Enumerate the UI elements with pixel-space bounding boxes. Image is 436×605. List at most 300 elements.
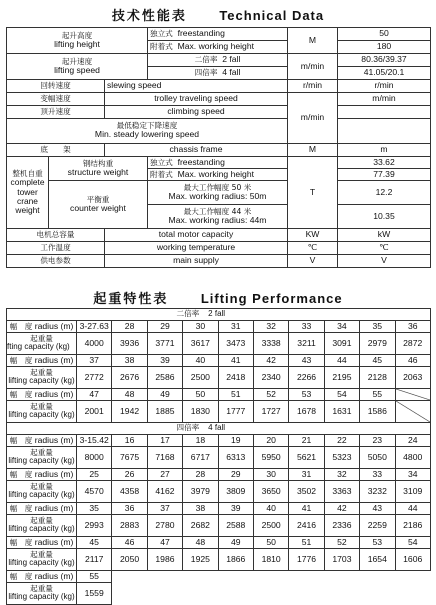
struct-att-en: Max. working height [177, 168, 254, 179]
radius-cell: 32 [253, 321, 288, 333]
capacity-label-cn: 起重量 [30, 482, 53, 492]
capacity-cell: 2780 [147, 515, 182, 537]
counter-label [49, 181, 148, 229]
capacity-cell: 4800 [395, 447, 430, 469]
radius-row [7, 503, 431, 515]
capacity-cell [183, 583, 218, 605]
capacity-cell [360, 583, 395, 605]
capacity-cell: 8000 [77, 447, 112, 469]
capacity-cell: 2682 [183, 515, 218, 537]
radius-cell: 54 [395, 537, 430, 549]
tech-table [6, 27, 431, 268]
radius-cell: 21 [289, 435, 324, 447]
capacity-cell: 2979 [360, 333, 395, 355]
struct-cn: 钢结构重 [82, 158, 114, 168]
lift-speed-label [7, 54, 148, 80]
radius-label-en: radius (m) [34, 536, 74, 547]
radius-cell: 38 [183, 503, 218, 515]
radius-cell: 50 [253, 537, 288, 549]
radius-label-cn: 幅 度 [9, 537, 33, 547]
radius-label-en: radius (m) [34, 388, 74, 399]
radius-label [7, 503, 77, 515]
struct-att-val: 77.39 [338, 169, 431, 181]
capacity-label-en: lifting capacity (kg) [8, 456, 75, 466]
capacity-cell: 1678 [289, 401, 324, 423]
capacity-cell: 5621 [289, 447, 324, 469]
radius-cell [183, 571, 218, 583]
capacity-cell: 3936 [112, 333, 147, 355]
lift-speed-2fall-en: 2 fall [222, 54, 241, 65]
radius-cell: 16 [112, 435, 147, 447]
capacity-row [7, 401, 431, 423]
radius-cell: 54 [324, 389, 359, 401]
lift-speed-4fall-en: 4 fall [222, 67, 241, 78]
radius-cell: 18 [183, 435, 218, 447]
supply-unit: V [288, 255, 338, 268]
capacity-label-en: fting capacity (kg) [7, 342, 70, 352]
radius-cell: 31 [289, 469, 324, 481]
capacity-label-cn: 起重量 [30, 584, 53, 594]
radius-cell: 37 [77, 355, 112, 367]
capacity-cell: 2418 [218, 367, 253, 389]
lift-height-cn: 起升高度 [61, 30, 93, 40]
radius-label [7, 469, 77, 481]
struct-free-en: freestanding [177, 156, 225, 167]
fall4-header-en: 4 fall [208, 423, 226, 433]
radius-row [7, 321, 431, 333]
struct-en: structure weight [67, 166, 129, 177]
capacity-cell [289, 583, 324, 605]
capacity-cell [395, 401, 430, 423]
radius-label-cn: 幅 度 [9, 435, 33, 445]
radius-cell: 48 [112, 389, 147, 401]
capacity-cell: 2588 [218, 515, 253, 537]
capacity-cell: 1830 [183, 401, 218, 423]
capacity-cell: 5050 [360, 447, 395, 469]
capacity-cell: 1776 [289, 549, 324, 571]
capacity-label-cn: 起重量 [30, 516, 53, 526]
radius-cell [324, 571, 359, 583]
slewing-cn: 回转速度 [7, 80, 105, 93]
counter-r50-label [148, 181, 288, 205]
capacity-cell: 3232 [360, 481, 395, 503]
motor-en: total motor capacity [105, 229, 288, 242]
lift-height-free-label [148, 28, 288, 41]
radius-cell: 33 [289, 321, 324, 333]
radius-cell: 41 [218, 355, 253, 367]
radius-cell: 47 [77, 389, 112, 401]
capacity-cell: 1703 [324, 549, 359, 571]
weight-unit: T [288, 157, 338, 229]
perf-title-en: Lifting Performance [200, 291, 343, 306]
radius-cell: 34 [324, 321, 359, 333]
radius-label-cn: 幅 度 [9, 469, 33, 479]
perf-title [0, 288, 436, 308]
radius-label [7, 321, 77, 333]
radius-cell: 47 [147, 537, 182, 549]
capacity-cell: 2500 [253, 515, 288, 537]
radius-cell: 42 [253, 355, 288, 367]
radius-cell: 37 [147, 503, 182, 515]
temp-unit: ℃ [288, 242, 338, 255]
radius-cell: 51 [218, 389, 253, 401]
capacity-cell: 2063 [395, 367, 430, 389]
radius-label-cn: 幅 度 [9, 389, 33, 399]
climbing-cn: 顶升速度 [7, 106, 105, 119]
trolley-en: trolley traveling speed [105, 93, 288, 106]
radius-cell: 45 [360, 355, 395, 367]
fall2-header-en: 2 fall [208, 309, 226, 319]
lift-speed-2fall-label [148, 54, 288, 67]
struct-free-cn: 独立式 [150, 157, 173, 167]
capacity-cell: 7168 [147, 447, 182, 469]
radius-cell: 32 [324, 469, 359, 481]
capacity-cell: 3650 [253, 481, 288, 503]
capacity-label-en: lifting capacity (kg) [8, 490, 75, 500]
radius-cell: 23 [360, 435, 395, 447]
radius-cell: 39 [147, 355, 182, 367]
lift-height-en: lifting height [54, 38, 100, 49]
radius-cell: 46 [112, 537, 147, 549]
capacity-cell: 1559 [77, 583, 112, 605]
capacity-cell: 5950 [253, 447, 288, 469]
lift-height-label [7, 28, 148, 54]
capacity-cell: 3617 [183, 333, 218, 355]
capacity-row [7, 367, 431, 389]
perf-table [6, 308, 431, 605]
lift-height-free-cn: 独立式 [150, 29, 173, 39]
capacity-cell: 2050 [112, 549, 147, 571]
radius-cell: 3-15.42 [77, 435, 112, 447]
capacity-cell: 3473 [218, 333, 253, 355]
fall2-header-spacer [7, 309, 77, 321]
supply-en: main supply [105, 255, 288, 268]
capacity-cell: 2993 [77, 515, 112, 537]
capacity-row [7, 481, 431, 503]
capacity-cell: 2128 [360, 367, 395, 389]
lift-height-att-cn: 附着式 [150, 42, 173, 52]
chassis-en: chassis frame [105, 144, 288, 157]
capacity-row [7, 549, 431, 571]
capacity-cell: 4000 [77, 333, 112, 355]
capacity-cell: 2259 [360, 515, 395, 537]
radius-cell: 25 [77, 469, 112, 481]
capacity-cell [218, 583, 253, 605]
trolley-cn: 变幅速度 [7, 93, 105, 106]
capacity-cell: 2336 [324, 515, 359, 537]
radius-cell: 39 [218, 503, 253, 515]
capacity-cell: 2001 [77, 401, 112, 423]
radius-cell: 33 [360, 469, 395, 481]
radius-cell: 46 [395, 355, 430, 367]
radius-cell [395, 571, 430, 583]
capacity-cell: 1727 [253, 401, 288, 423]
capacity-cell: 2676 [112, 367, 147, 389]
capacity-cell: 2883 [112, 515, 147, 537]
motor-unit: KW [288, 229, 338, 242]
motor-cn: 电机总容量 [7, 229, 105, 242]
temp-en: working temperature [105, 242, 288, 255]
capacity-cell: 2416 [289, 515, 324, 537]
radius-cell [147, 571, 182, 583]
radius-cell: 55 [360, 389, 395, 401]
supply-cn: 供电参数 [7, 255, 105, 268]
capacity-cell: 2500 [183, 367, 218, 389]
capacity-cell: 2195 [324, 367, 359, 389]
fall4-header-cn: 四倍率 [176, 423, 200, 433]
slewing-unit: r/min [288, 80, 338, 93]
radius-cell: 55 [77, 571, 112, 583]
radius-label-en: radius (m) [34, 468, 74, 479]
capacity-cell: 1942 [112, 401, 147, 423]
lowering-en: Min. steady lowering speed [94, 129, 200, 140]
capacity-cell: 2266 [289, 367, 324, 389]
radius-cell [360, 571, 395, 583]
capacity-cell: 3109 [395, 481, 430, 503]
capacity-cell: 1654 [360, 549, 395, 571]
capacity-cell: 1925 [183, 549, 218, 571]
radius-cell: 44 [395, 503, 430, 515]
radius-cell: 30 [183, 321, 218, 333]
counter-r44-label [148, 205, 288, 229]
radius-cell: 20 [253, 435, 288, 447]
chassis-cn: 底 架 [7, 144, 105, 157]
radius-cell: 49 [147, 389, 182, 401]
capacity-cell: 3809 [218, 481, 253, 503]
lift-speed-unit: m/min [288, 54, 338, 80]
capacity-cell [395, 583, 430, 605]
chassis-val: m [338, 144, 431, 157]
capacity-label-cn: 起重量 [30, 448, 53, 458]
radius-cell: 28 [183, 469, 218, 481]
radius-label-cn: 幅 度 [9, 355, 33, 365]
radius-label-en: radius (m) [34, 354, 74, 365]
radius-row [7, 435, 431, 447]
capacity-cell: 4570 [77, 481, 112, 503]
slewing-val: r/min [338, 80, 431, 93]
capacity-cell: 4162 [147, 481, 182, 503]
capacity-cell: 3771 [147, 333, 182, 355]
radius-label-en: radius (m) [34, 570, 74, 581]
radius-row [7, 355, 431, 367]
radius-cell: 29 [218, 469, 253, 481]
lift-height-unit: M [288, 28, 338, 54]
lift-height-free-en: freestanding [177, 28, 225, 39]
radius-cell: 44 [324, 355, 359, 367]
counter-r44-cn: 最大工作幅度 44 米 [183, 206, 252, 216]
radius-cell: 50 [183, 389, 218, 401]
radius-cell: 35 [360, 321, 395, 333]
radius-cell: 48 [183, 537, 218, 549]
radius-row [7, 389, 431, 401]
struct-att-cn: 附着式 [150, 169, 173, 179]
radius-label-cn: 幅 度 [9, 321, 33, 331]
trolley-val: m/min [338, 93, 431, 106]
radius-cell: 52 [324, 537, 359, 549]
capacity-cell [112, 583, 147, 605]
capacity-label-cn: 起重量 [30, 550, 53, 560]
radius-cell: 28 [112, 321, 147, 333]
radius-cell: 41 [289, 503, 324, 515]
lift-speed-cn: 起升速度 [61, 56, 93, 66]
slewing-en: slewing speed [105, 80, 288, 93]
radius-label-en: radius (m) [34, 502, 74, 513]
radius-label [7, 389, 77, 401]
lowering-label [7, 119, 288, 144]
capacity-cell [253, 583, 288, 605]
counter-r50-cn: 最大工作幅度 50 米 [183, 182, 252, 192]
capacity-row [7, 333, 431, 355]
struct-free-label [148, 157, 288, 169]
radius-label-en: radius (m) [34, 434, 74, 445]
capacity-cell: 5323 [324, 447, 359, 469]
capacity-cell [324, 583, 359, 605]
fall2-header-cn: 二倍率 [176, 309, 200, 319]
lowering-val [338, 119, 431, 144]
radius-cell: 52 [253, 389, 288, 401]
radius-cell [218, 571, 253, 583]
capacity-cell: 2117 [77, 549, 112, 571]
radius-cell: 43 [289, 355, 324, 367]
tech-title [0, 5, 436, 25]
counter-cn: 平衡重 [86, 194, 110, 204]
counter-r50-en: Max. working radius: 50m [168, 190, 267, 201]
radius-cell: 49 [218, 537, 253, 549]
radius-cell: 26 [112, 469, 147, 481]
radius-cell: 22 [324, 435, 359, 447]
capacity-cell [147, 583, 182, 605]
capacity-cell: 1777 [218, 401, 253, 423]
radius-label-en: radius (m) [34, 320, 74, 331]
capacity-label-cn: 起重量 [30, 402, 53, 412]
chassis-unit: M [288, 144, 338, 157]
radius-cell: 51 [289, 537, 324, 549]
capacity-row [7, 447, 431, 469]
lift-speed-en: lifting speed [54, 64, 100, 75]
lift-speed-4fall-label [148, 67, 288, 80]
capacity-cell: 1586 [360, 401, 395, 423]
fall4-header-spacer [7, 423, 77, 435]
capacity-label [7, 367, 77, 389]
capacity-cell: 2340 [253, 367, 288, 389]
capacity-label-cn: 起重量 [30, 368, 53, 378]
capacity-cell: 2772 [77, 367, 112, 389]
counter-r44-val: 10.35 [338, 205, 431, 229]
radius-cell: 31 [218, 321, 253, 333]
radius-row [7, 571, 431, 583]
capacity-row [7, 515, 431, 537]
radius-label-cn: 幅 度 [9, 571, 33, 581]
radius-cell [112, 571, 147, 583]
capacity-cell: 3091 [324, 333, 359, 355]
radius-cell: 43 [360, 503, 395, 515]
temp-cn: 工作温度 [7, 242, 105, 255]
capacity-cell: 1986 [147, 549, 182, 571]
radius-cell: 29 [147, 321, 182, 333]
capacity-label [7, 481, 77, 503]
capacity-label [7, 401, 77, 423]
capacity-cell: 2872 [395, 333, 430, 355]
radius-cell: 17 [147, 435, 182, 447]
radius-label [7, 355, 77, 367]
capacity-label-en: lifting capacity (kg) [8, 592, 75, 602]
radius-row [7, 469, 431, 481]
radius-cell: 38 [112, 355, 147, 367]
radius-cell [253, 571, 288, 583]
capacity-cell: 3338 [253, 333, 288, 355]
radius-cell: 53 [360, 537, 395, 549]
radius-cell: 45 [77, 537, 112, 549]
capacity-cell: 6313 [218, 447, 253, 469]
capacity-label-en: lifting capacity (kg) [8, 410, 75, 420]
lift-speed-2fall-val: 80.36/39.37 [338, 54, 431, 67]
capacity-label [7, 549, 77, 571]
counter-r50-val: 12.2 [338, 181, 431, 205]
radius-cell: 36 [395, 321, 430, 333]
lift-height-att-en: Max. working height [177, 41, 254, 52]
capacity-label [7, 333, 77, 355]
radius-cell: 27 [147, 469, 182, 481]
radius-cell: 30 [253, 469, 288, 481]
capacity-cell: 1631 [324, 401, 359, 423]
weight-cn: 整机自重 [12, 169, 43, 179]
lowering-cn: 最低稳定下降速度 [116, 121, 178, 131]
capacity-cell: 1885 [147, 401, 182, 423]
capacity-cell: 3502 [289, 481, 324, 503]
radius-cell: 36 [112, 503, 147, 515]
struct-label [49, 157, 148, 181]
radius-cell: 40 [183, 355, 218, 367]
radius-cell: 40 [253, 503, 288, 515]
radius-cell: 53 [289, 389, 324, 401]
radius-cell: 24 [395, 435, 430, 447]
counter-r44-en: Max. working radius: 44m [168, 214, 267, 225]
climbing-en: climbing speed [105, 106, 288, 119]
capacity-row [7, 583, 431, 605]
capacity-cell: 7675 [112, 447, 147, 469]
radius-cell [289, 571, 324, 583]
capacity-label [7, 447, 77, 469]
lift-speed-2fall-cn: 二倍率 [194, 55, 218, 65]
radius-label [7, 537, 77, 549]
capacity-label-en: lifting capacity (kg) [8, 524, 75, 534]
weight-label [7, 157, 49, 229]
radius-cell: 35 [77, 503, 112, 515]
radius-cell: 19 [218, 435, 253, 447]
lift-height-att-val: 180 [338, 41, 431, 54]
motor-val: kW [338, 229, 431, 242]
capacity-label [7, 515, 77, 537]
capacity-cell: 4358 [112, 481, 147, 503]
radius-cell: 34 [395, 469, 430, 481]
capacity-cell: 6717 [183, 447, 218, 469]
radius-label [7, 571, 77, 583]
radius-cell: 3-27.63 [77, 321, 112, 333]
capacity-cell: 3363 [324, 481, 359, 503]
struct-att-label [148, 169, 288, 181]
counter-en: counter weight [70, 202, 126, 213]
capacity-cell: 3979 [183, 481, 218, 503]
climbing-val [338, 106, 431, 119]
capacity-cell: 1866 [218, 549, 253, 571]
capacity-cell: 1810 [253, 549, 288, 571]
capacity-cell: 3211 [289, 333, 324, 355]
lift-speed-4fall-cn: 四倍率 [194, 68, 218, 78]
radius-cell: 42 [324, 503, 359, 515]
capacity-cell: 1606 [395, 549, 430, 571]
radius-cell [395, 389, 430, 401]
struct-free-val: 33.62 [338, 157, 431, 169]
